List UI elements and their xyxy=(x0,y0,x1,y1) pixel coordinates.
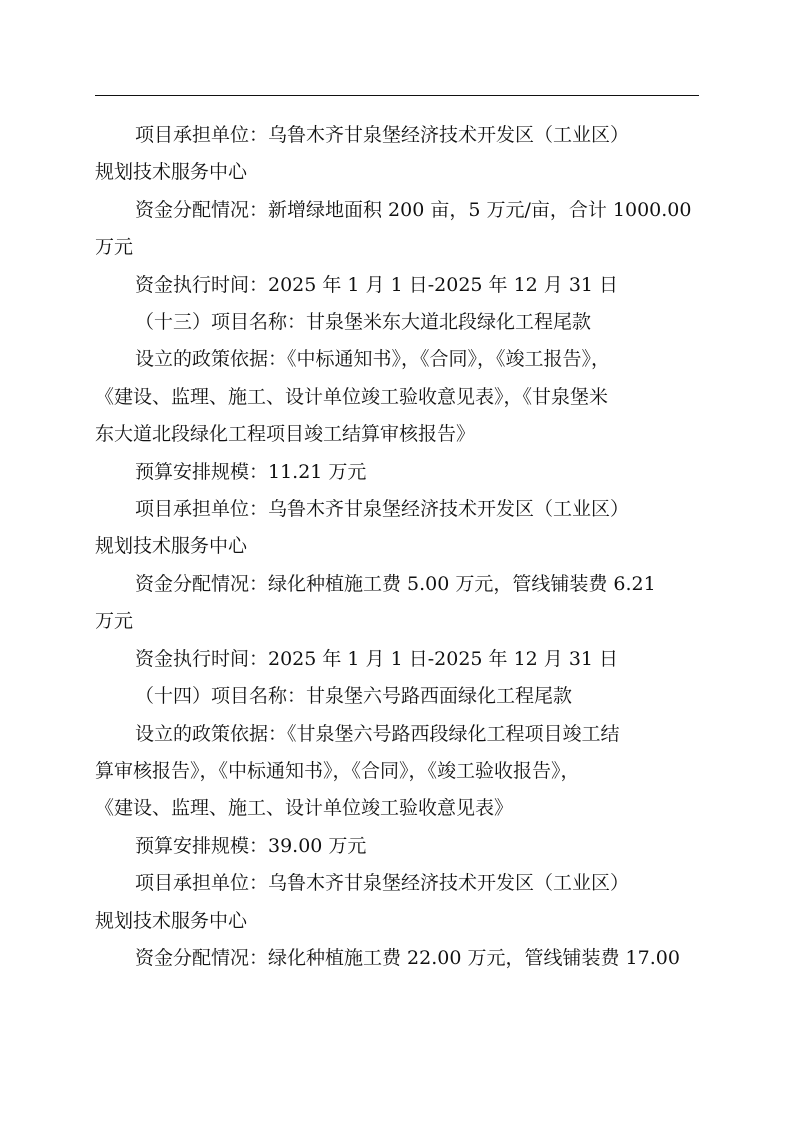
text-line: 预算安排规模：39.00 万元 xyxy=(135,834,367,857)
text-line: 万元 xyxy=(95,610,134,633)
paragraph xyxy=(95,678,699,715)
paragraph xyxy=(95,304,699,341)
paragraph xyxy=(95,865,699,940)
text-line: 资金分配情况：新增绿地面积 200 亩，5 万元/亩，合计 1000.00 xyxy=(135,198,692,221)
text-line: 项目承担单位：乌鲁木齐甘泉堡经济技术开发区（工业区） xyxy=(135,498,630,521)
paragraph xyxy=(95,566,699,641)
text-line: 资金执行时间：2025 年 1 月 1 日-2025 年 12 月 31 日 xyxy=(135,647,619,670)
document-body xyxy=(95,117,699,977)
paragraph xyxy=(95,117,699,192)
text-line: 算审核报告》，《中标通知书》，《合同》，《竣工验收报告》， xyxy=(95,759,580,782)
text-line: 资金执行时间：2025 年 1 月 1 日-2025 年 12 月 31 日 xyxy=(135,273,619,296)
paragraph xyxy=(95,641,699,678)
text-line: 规划技术服务中心 xyxy=(95,161,248,184)
header-rule xyxy=(95,95,699,96)
text-line: （十三）项目名称：甘泉堡米东大道北段绿化工程尾款 xyxy=(135,311,592,334)
paragraph xyxy=(95,192,699,267)
text-line: 《建设、监理、施工、设计单位竣工验收意见表》，《甘泉堡米 xyxy=(95,385,609,408)
paragraph xyxy=(95,454,699,491)
text-line: 项目承担单位：乌鲁木齐甘泉堡经济技术开发区（工业区） xyxy=(135,872,630,895)
paragraph xyxy=(95,716,699,828)
paragraph xyxy=(95,491,699,566)
text-line: 项目承担单位：乌鲁木齐甘泉堡经济技术开发区（工业区） xyxy=(135,124,630,146)
text-line: 资金分配情况：绿化种植施工费 5.00 万元，管线铺装费 6.21 xyxy=(135,572,656,595)
text-line: （十四）项目名称：甘泉堡六号路西面绿化工程尾款 xyxy=(135,685,573,708)
text-line: 资金分配情况：绿化种植施工费 22.00 万元，管线铺装费 17.00 xyxy=(135,946,680,969)
paragraph xyxy=(95,341,699,453)
text-line: 万元 xyxy=(95,236,134,259)
paragraph xyxy=(95,940,699,977)
text-line: 设立的政策依据：《中标通知书》，《合同》，《竣工报告》， xyxy=(135,348,611,371)
text-line: 预算安排规模：11.21 万元 xyxy=(135,460,367,483)
text-line: 东大道北段绿化工程项目竣工结算审核报告》 xyxy=(95,423,476,446)
text-line: 《建设、监理、施工、设计单位竣工验收意见表》 xyxy=(95,797,514,820)
text-line: 设立的政策依据：《甘泉堡六号路西段绿化工程项目竣工结 xyxy=(135,722,620,745)
paragraph xyxy=(95,828,699,865)
text-line: 规划技术服务中心 xyxy=(95,909,248,932)
paragraph xyxy=(95,267,699,304)
text-line: 规划技术服务中心 xyxy=(95,535,248,558)
